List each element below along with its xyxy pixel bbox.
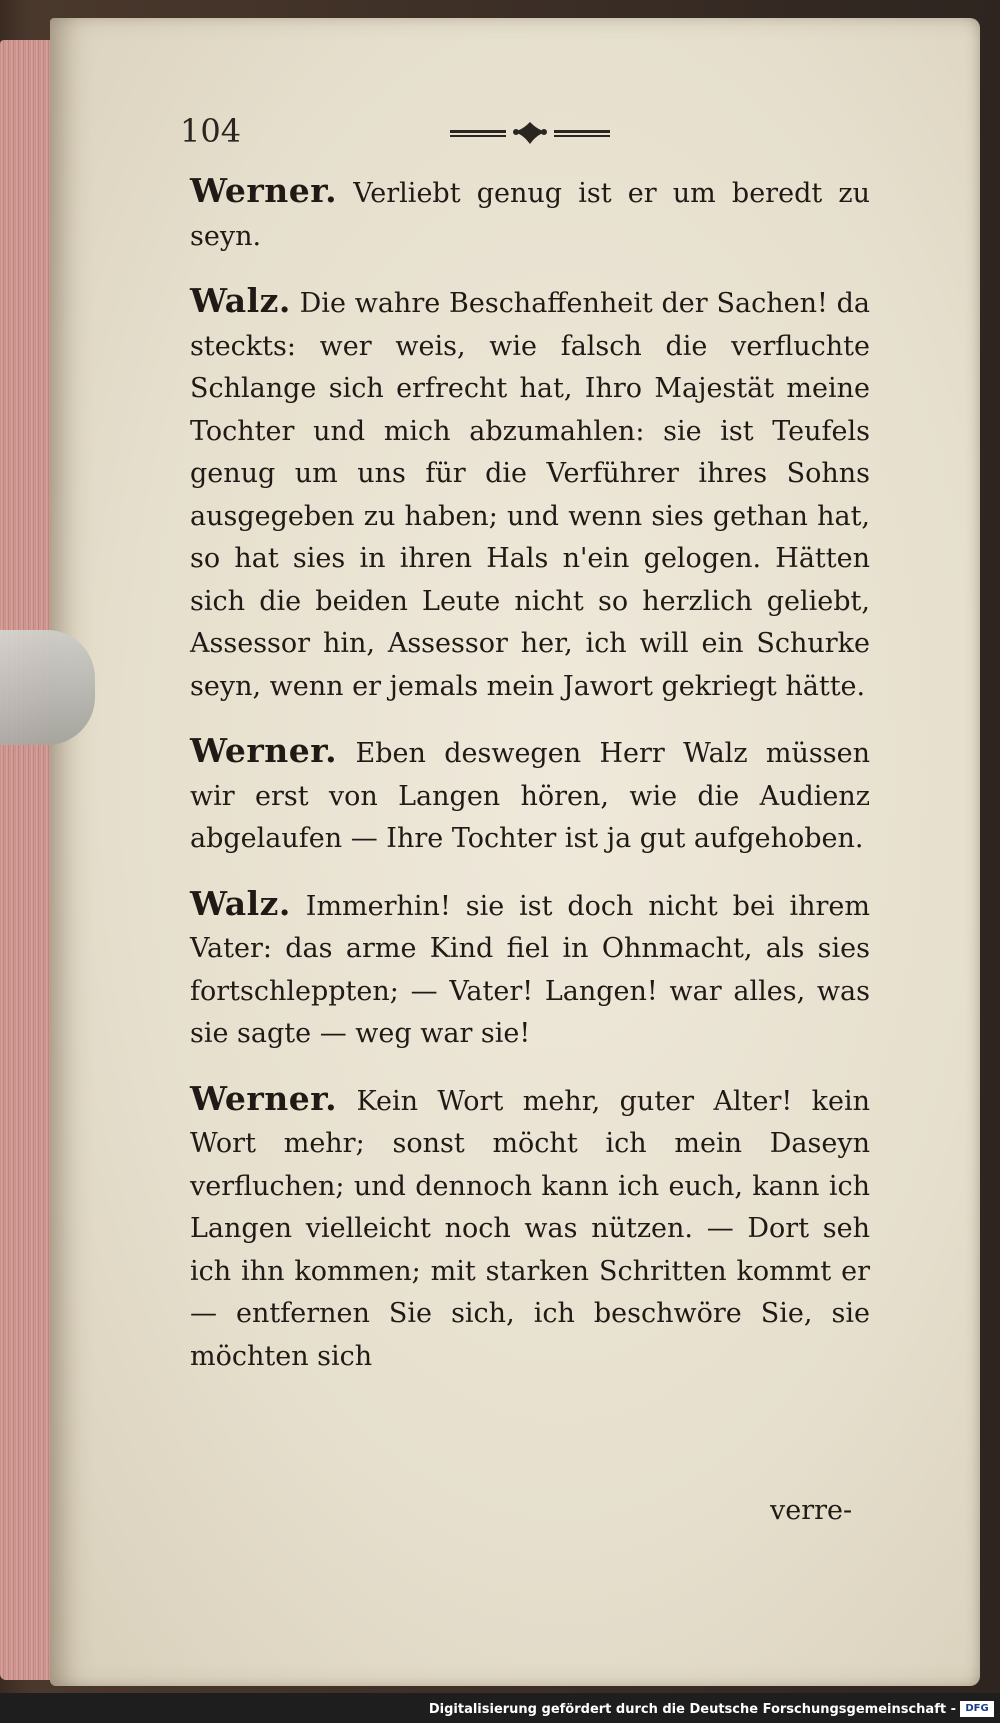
dfg-logo-icon: DFG	[960, 1701, 994, 1717]
footer-bar	[0, 1693, 1000, 1723]
speaker-name: Werner.	[190, 1078, 338, 1118]
dialogue-paragraph	[190, 730, 870, 861]
speaker-name: Werner.	[190, 731, 338, 770]
dialogue-paragraph	[190, 1078, 870, 1379]
page-number: 104	[180, 112, 242, 150]
catchword: verre-	[770, 1495, 853, 1526]
speaker-name: Walz.	[190, 281, 291, 320]
ornament-icon	[450, 120, 610, 146]
page-header	[180, 112, 610, 152]
dialogue-text: Eben deswegen Herr Walz müssen wir erst von Langen hören, wie die Audienz abgelaufen — Ihre Tochter ist ja gut aufgehoben.	[190, 738, 870, 854]
dialogue-text: Verliebt genug ist er um beredt zu seyn.	[190, 178, 870, 252]
speaker-name: Walz.	[190, 883, 291, 923]
dialogue-paragraph	[190, 883, 870, 1056]
dialogue-text: Die wahre Beschaffenheit der Sachen! da steckts: wer weis, wie falsch die verfluchte Schlange sich erfrecht hat, Ihro Majestät meine Tochter und mich abzumahlen: sie ist Teufels genug um uns für die Verführer ihres Sohns ausgegeben zu haben; und wenn sies gethan hat, so hat sies in ihren Hals n'ein gelogen. Hätten sich die beiden Leute nicht so herzlich geliebt, Assessor hin, Assessor her, ich will ein Schurke seyn, wenn er jemals mein Jawort gekriegt hätte.	[190, 288, 870, 702]
speaker-name: Werner.	[190, 171, 338, 210]
dialogue-paragraph	[190, 280, 870, 708]
dialogue-text: Kein Wort mehr, guter Alter! kein Wort mehr; sonst möcht ich mein Daseyn verfluchen; und dennoch kann ich euch, kann ich Langen vielleicht noch was nützen. — Dort seh ich ihn kommen; mit starken Schritten kommt er — entfernen Sie sich, ich beschwöre Sie, sie möchten sich	[190, 1085, 870, 1372]
page-edges	[0, 40, 56, 1680]
funding-credit: Digitalisierung gefördert durch die Deutsche Forschungsgemeinschaft -	[428, 1702, 956, 1717]
text-block	[190, 170, 870, 1400]
dialogue-paragraph	[190, 170, 870, 258]
dialogue-text: Immerhin! sie ist doch nicht bei ihrem Vater: das arme Kind fiel in Ohnmacht, als sies fortschleppten; — Vater! Langen! war alles, was sie sagte — weg war sie!	[190, 890, 871, 1049]
page-clip	[0, 630, 95, 745]
